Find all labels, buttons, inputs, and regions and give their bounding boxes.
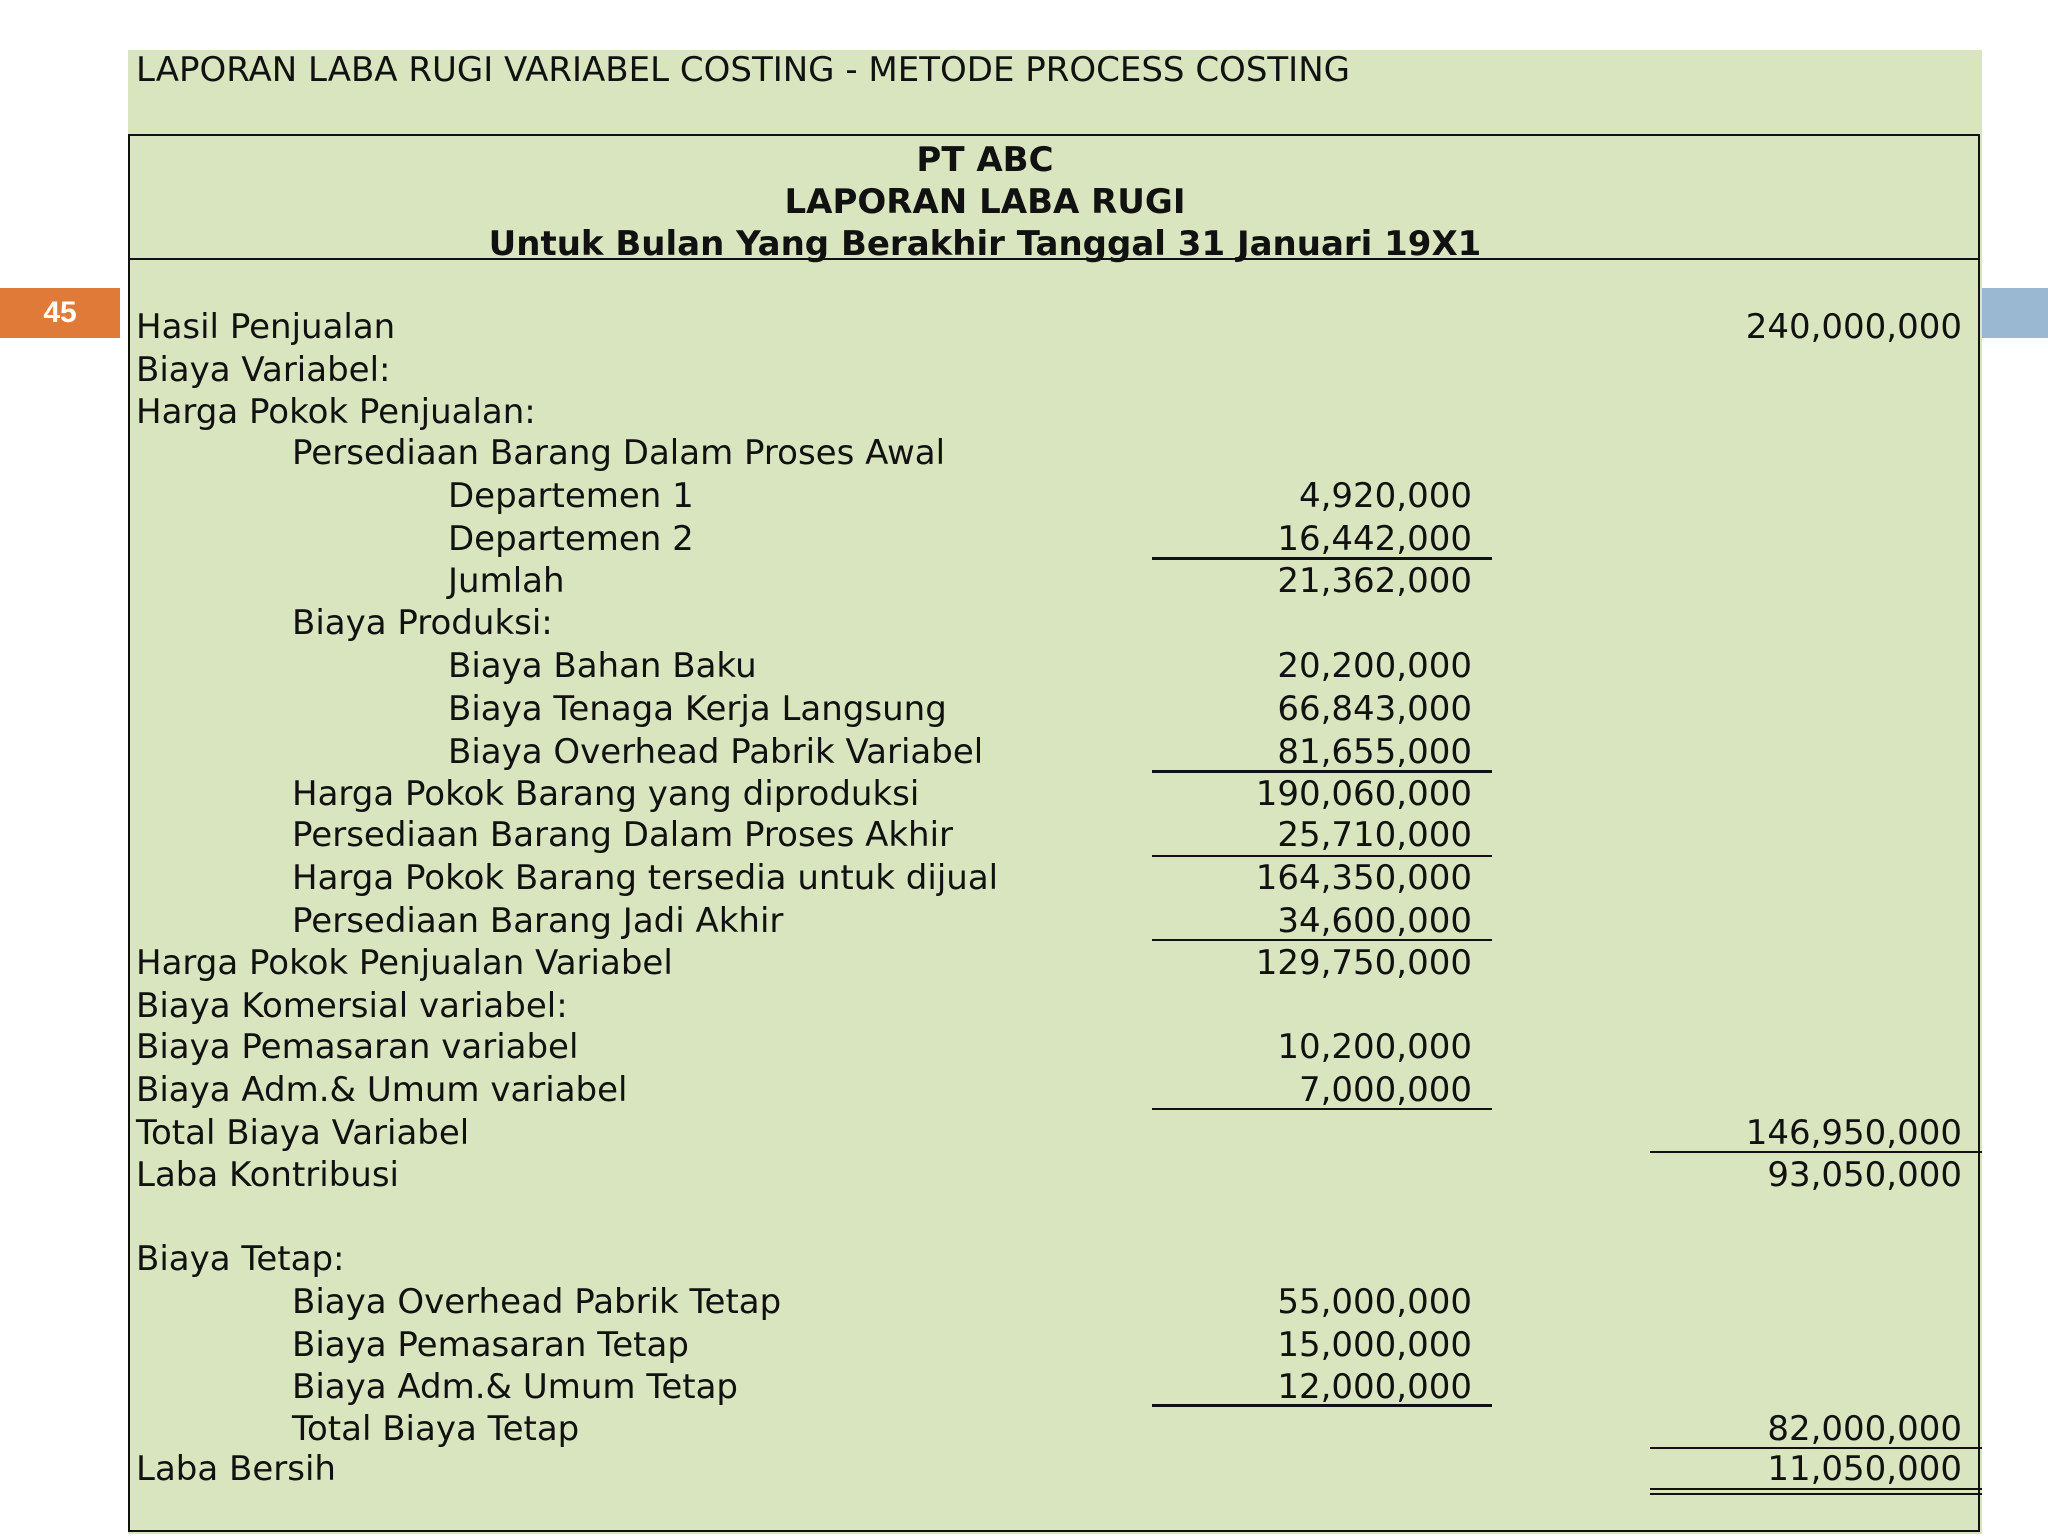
row-label: Harga Pokok Penjualan Variabel <box>136 943 673 983</box>
table-row <box>130 560 1978 602</box>
report-name: LAPORAN LABA RUGI <box>784 182 1186 222</box>
subtotal-underline <box>1152 939 1492 941</box>
table-row <box>130 349 1978 391</box>
row-value-total: 146,950,000 <box>1745 1113 1962 1153</box>
row-value: 81,655,000 <box>1277 732 1472 772</box>
decorative-strip <box>1982 288 2048 338</box>
table-row <box>130 773 1978 815</box>
table-row <box>130 475 1978 517</box>
row-label: Total Biaya Tetap <box>292 1409 580 1449</box>
table-row <box>130 814 1978 856</box>
table-row <box>130 518 1978 560</box>
spreadsheet-area <box>128 50 1982 1534</box>
row-label: Biaya Tetap: <box>136 1239 345 1279</box>
row-label: Hasil Penjualan <box>136 307 396 347</box>
table-row <box>130 1154 1978 1196</box>
row-label: Biaya Overhead Pabrik Tetap <box>292 1282 782 1322</box>
row-label: Biaya Variabel: <box>136 350 391 390</box>
grand-total-double-underline <box>1650 1488 1982 1495</box>
table-row <box>130 602 1978 644</box>
row-label: Jumlah <box>448 561 565 601</box>
row-label: Biaya Adm.& Umum variabel <box>136 1070 628 1110</box>
total-underline <box>1650 1151 1982 1153</box>
table-row <box>130 857 1978 899</box>
row-value: 55,000,000 <box>1277 1282 1472 1322</box>
row-value: 15,000,000 <box>1277 1325 1472 1365</box>
table-row <box>130 1448 1978 1490</box>
row-label: Biaya Pemasaran Tetap <box>292 1325 689 1365</box>
row-label: Biaya Bahan Baku <box>448 646 757 686</box>
report-period: Untuk Bulan Yang Berakhir Tanggal 31 Januari 19X1 <box>488 224 1482 264</box>
row-label: Departemen 2 <box>448 519 694 559</box>
row-label: Total Biaya Variabel <box>136 1113 470 1153</box>
table-row <box>130 306 1978 348</box>
row-value: 25,710,000 <box>1277 815 1472 855</box>
table-row <box>130 731 1978 773</box>
row-label: Biaya Tenaga Kerja Langsung <box>448 689 947 729</box>
row-label: Persediaan Barang Dalam Proses Akhir <box>292 815 954 855</box>
table-row <box>130 1112 1978 1154</box>
row-label: Harga Pokok Barang yang diproduksi <box>292 774 920 814</box>
table-row <box>130 391 1978 433</box>
row-label: Departemen 1 <box>448 476 694 516</box>
table-row <box>130 1324 1978 1366</box>
slide-number-badge: 45 <box>0 288 120 338</box>
table-row <box>130 1408 1978 1450</box>
table-row <box>130 432 1978 474</box>
row-label: Biaya Produksi: <box>292 603 553 643</box>
table-row <box>130 985 1978 1027</box>
row-value: 4,920,000 <box>1298 476 1472 516</box>
table-row <box>130 1281 1978 1323</box>
row-value-total: 240,000,000 <box>1745 307 1962 347</box>
row-value-total: 93,050,000 <box>1767 1155 1962 1195</box>
table-row <box>130 900 1978 942</box>
table-row <box>130 688 1978 730</box>
row-label: Laba Bersih <box>136 1449 336 1489</box>
table-row <box>130 645 1978 687</box>
row-value-total: 82,000,000 <box>1767 1409 1962 1449</box>
row-value: 66,843,000 <box>1277 689 1472 729</box>
row-value: 10,200,000 <box>1277 1027 1472 1067</box>
row-value-total: 11,050,000 <box>1767 1449 1962 1489</box>
table-row <box>130 1366 1978 1408</box>
row-value: 7,000,000 <box>1298 1070 1472 1110</box>
row-value: 16,442,000 <box>1277 519 1472 559</box>
row-label: Persediaan Barang Jadi Akhir <box>292 901 784 941</box>
table-row <box>130 1026 1978 1068</box>
subtotal-underline <box>1152 1108 1492 1110</box>
table-row <box>130 1238 1978 1280</box>
table-row <box>130 1069 1978 1111</box>
row-label: Biaya Pemasaran variabel <box>136 1027 579 1067</box>
row-label: Harga Pokok Penjualan: <box>136 392 536 432</box>
statement-header <box>130 136 1978 264</box>
row-value: 164,350,000 <box>1255 858 1472 898</box>
row-label: Laba Kontribusi <box>136 1155 400 1195</box>
sheet-title: LAPORAN LABA RUGI VARIABEL COSTING - METODE PROCESS COSTING <box>136 50 1350 90</box>
row-label: Biaya Komersial variabel: <box>136 986 568 1026</box>
row-value: 34,600,000 <box>1277 901 1472 941</box>
row-value: 190,060,000 <box>1255 774 1472 814</box>
row-label: Harga Pokok Barang tersedia untuk dijual <box>292 858 999 898</box>
row-value: 129,750,000 <box>1255 943 1472 983</box>
subtotal-underline <box>1152 1404 1492 1407</box>
table-row <box>130 942 1978 984</box>
income-statement-table <box>128 134 1980 1532</box>
row-value: 12,000,000 <box>1277 1367 1472 1407</box>
row-label: Biaya Adm.& Umum Tetap <box>292 1367 739 1407</box>
row-label: Biaya Overhead Pabrik Variabel <box>448 732 984 772</box>
company-name: PT ABC <box>916 140 1054 180</box>
row-value: 21,362,000 <box>1277 561 1472 601</box>
row-label: Persediaan Barang Dalam Proses Awal <box>292 433 946 473</box>
row-value: 20,200,000 <box>1277 646 1472 686</box>
